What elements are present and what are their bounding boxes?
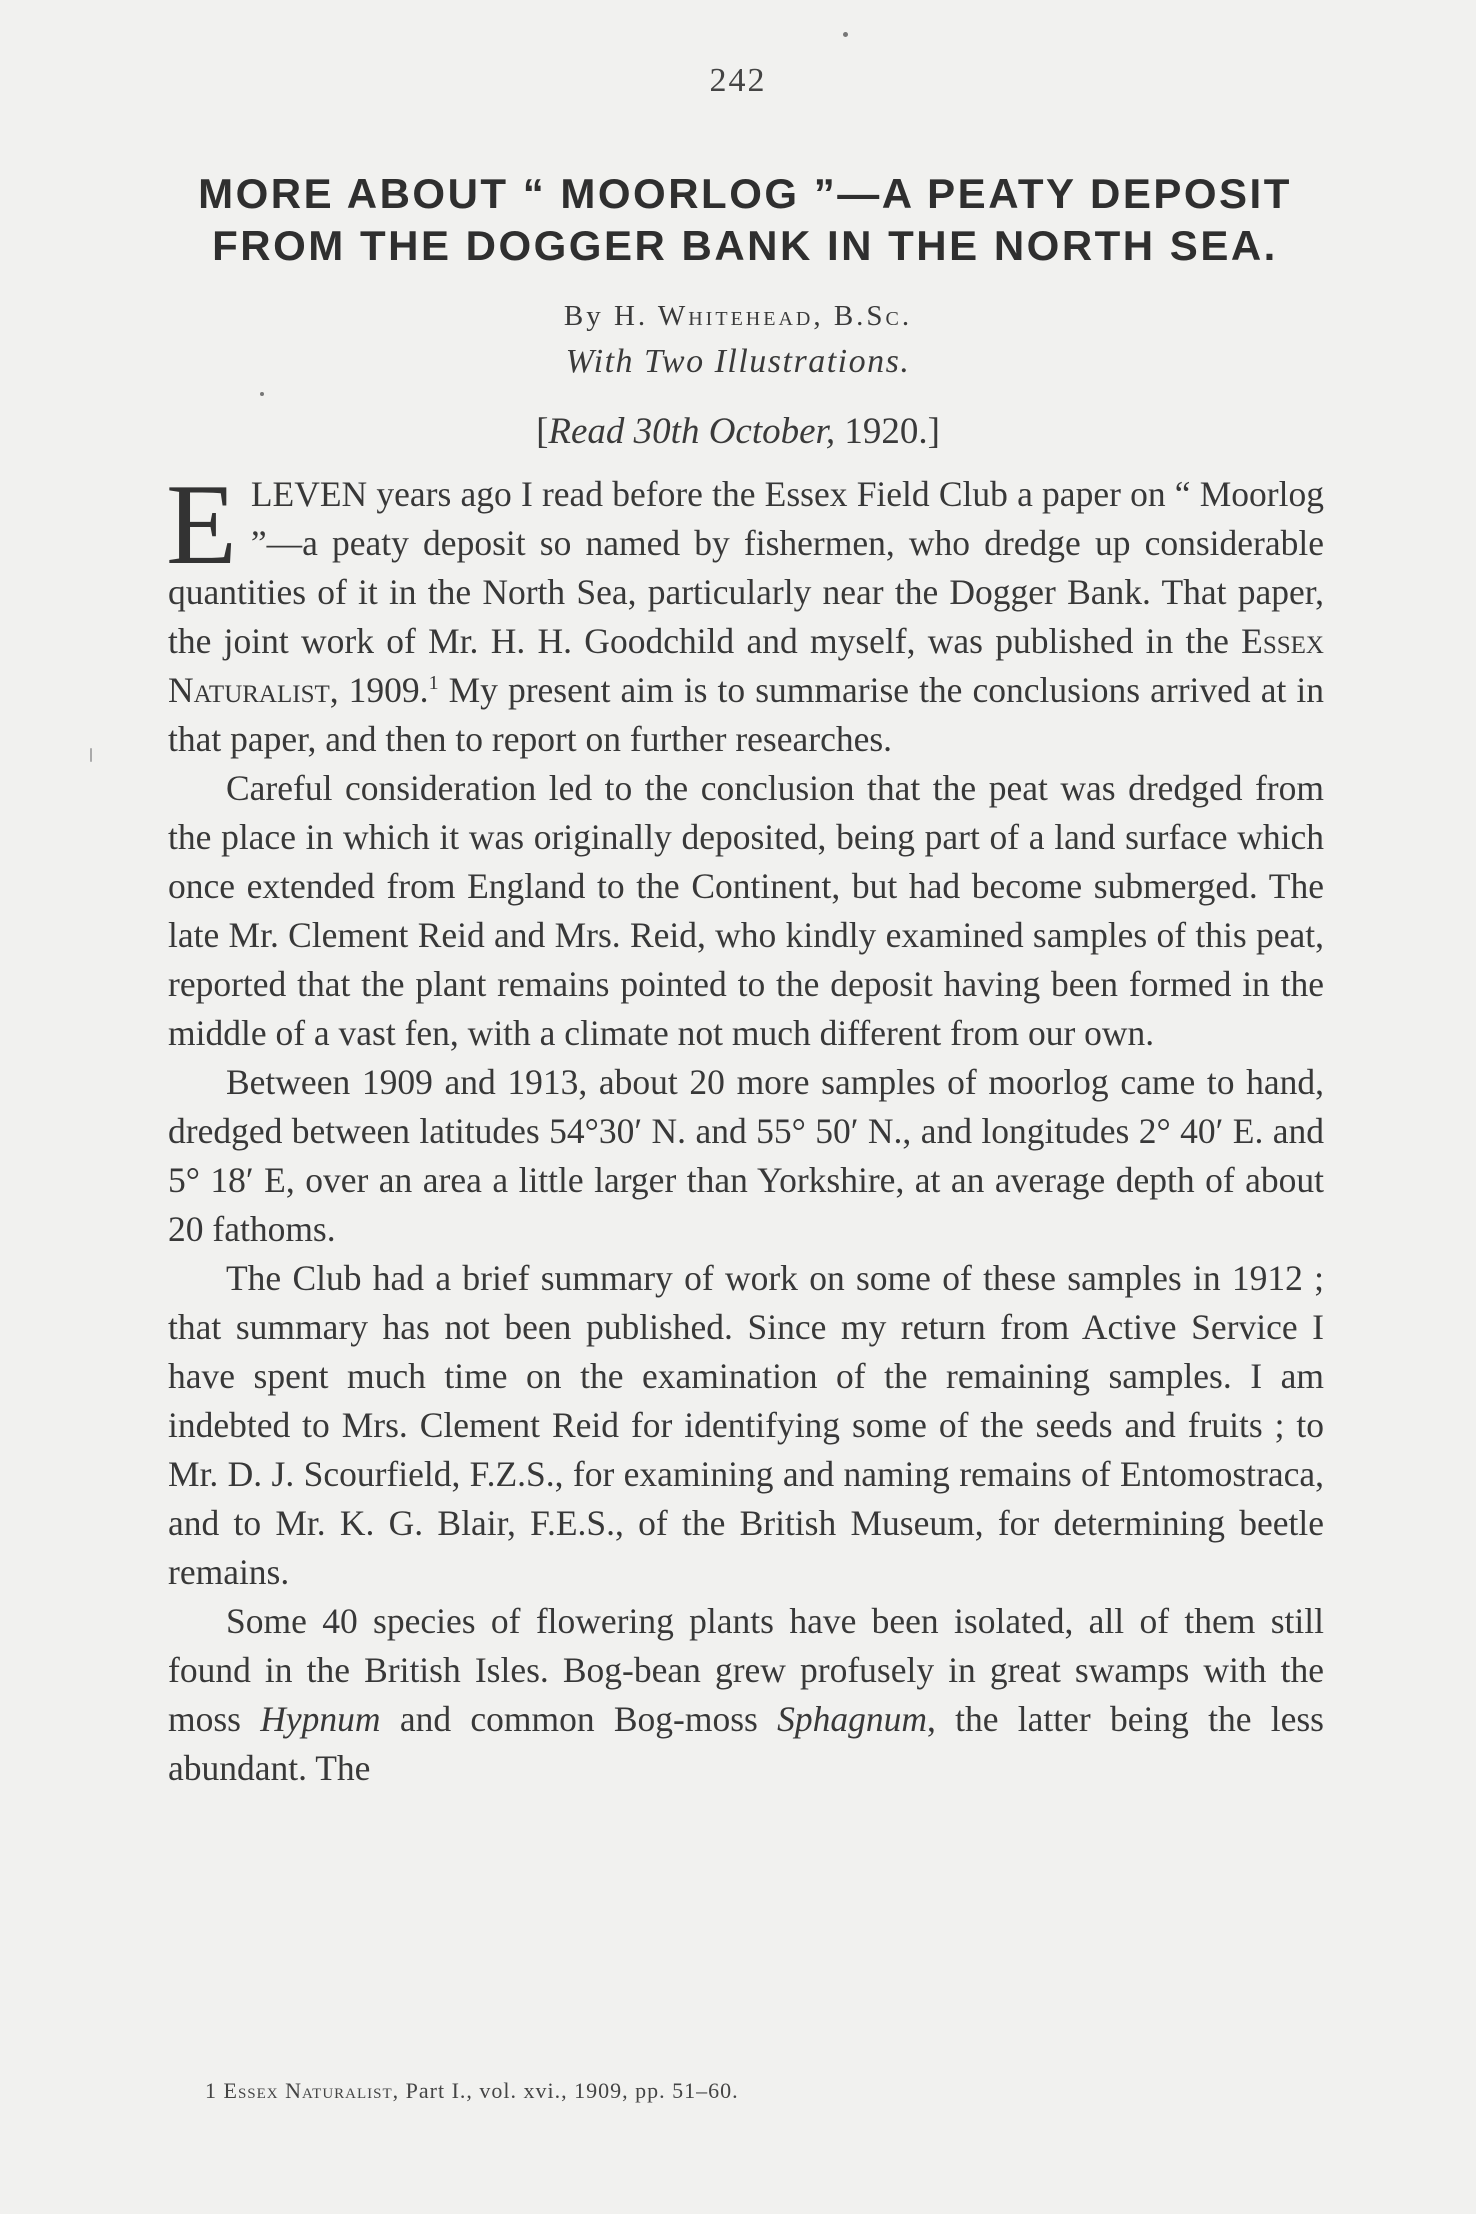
p5-text-b: and common Bog-moss xyxy=(380,1699,778,1739)
byline-author: H. Whitehead, B.Sc. xyxy=(613,300,913,332)
drop-cap: E xyxy=(166,461,237,589)
paragraph-1 xyxy=(166,461,1325,764)
byline xyxy=(0,300,1476,333)
article-body xyxy=(166,461,1325,1793)
read-date-year: 1920.] xyxy=(835,411,940,452)
paragraph-4: The Club had a brief summary of work on some of these samples in 1912 ; that summary has not been published. Since my return from Active Service I have spent much time on the examination of the remaining samples. I am indebted to Mrs. Clement Reid for identifying some of the seeds and fruits ; to Mr. D. J. Scourfield, F.Z.S., for examining and naming remains of Entomostraca, and to Mr. K. G. Blair, F.E.S., of the British Museum, for determining beetle remains. xyxy=(168,1258,1324,1592)
illustrations-note: With Two Illustrations. xyxy=(565,343,911,380)
read-date-open: [ xyxy=(536,411,549,452)
title-line-1: MORE ABOUT “ MOORLOG ”—A PEATY DEPOSIT xyxy=(198,170,1292,217)
footnote-mark: 1 xyxy=(205,2078,217,2103)
p1-text-a: LEVEN years ago I read before the Essex Field Club a paper on “ Moorlog ”—a peaty deposit so named by fishermen, who dredge up considerable quantities of it in the North Sea, particularly near the Dogger Bank. That paper, the joint work of Mr. H. H. Goodchild and myself, was published in the xyxy=(168,474,1324,661)
footnote-journal: Essex Naturalist xyxy=(223,2078,393,2103)
print-speck xyxy=(843,32,848,37)
paragraph-3: Between 1909 and 1913, about 20 more samples of moorlog came to hand, dredged between latitudes 54°30′ N. and 55° 50′ N., and longitudes 2° 40′ E. and 5° 18′ E, over an area a little larger than Yorkshire, at an average depth of about 20 fathoms. xyxy=(168,1062,1324,1249)
article-title xyxy=(165,168,1325,272)
page-number: 242 xyxy=(709,62,767,99)
read-date-italic: Read 30th October, xyxy=(548,411,836,452)
p5-text-a: Some 40 species of flowering plants have been isolated, all of them still found in the British Isles. Bog-bean grew profusely in great swamps with the moss xyxy=(168,1601,1324,1739)
p5-italic-b: Sphagnum xyxy=(777,1699,927,1739)
paragraph-5 xyxy=(168,1597,1324,1793)
p5-text-c: , the latter being the less abundant. The xyxy=(168,1699,1324,1788)
footnote-reference[interactable]: 1 xyxy=(428,672,439,695)
print-speck xyxy=(260,392,264,396)
p1-text-b: , 1909. xyxy=(329,670,429,710)
read-date xyxy=(0,410,1476,453)
footnote xyxy=(205,2078,1305,2104)
print-speck xyxy=(90,748,92,762)
byline-by: By xyxy=(563,300,604,332)
journal-name: Essex Naturalist xyxy=(168,621,1324,710)
title-line-2: FROM THE DOGGER BANK IN THE NORTH SEA. xyxy=(212,222,1278,269)
footnote-rest: , Part I., vol. xvi., 1909, pp. 51–60. xyxy=(392,2078,739,2103)
p5-italic-a: Hypnum xyxy=(260,1699,381,1739)
p1-text-c: My present aim is to summarise the conclusions arrived at in that paper, and then to report on further researches. xyxy=(168,670,1325,759)
paragraph-2: Careful consideration led to the conclusion that the peat was dredged from the place in which it was originally deposited, being part of a land surface which once extended from England to the Continent, but had become submerged. The late Mr. Clement Reid and Mrs. Reid, who kindly examined samples of this peat, reported that the plant remains pointed to the deposit having been formed in the middle of a vast fen, with a climate not much different from our own. xyxy=(168,768,1324,1053)
